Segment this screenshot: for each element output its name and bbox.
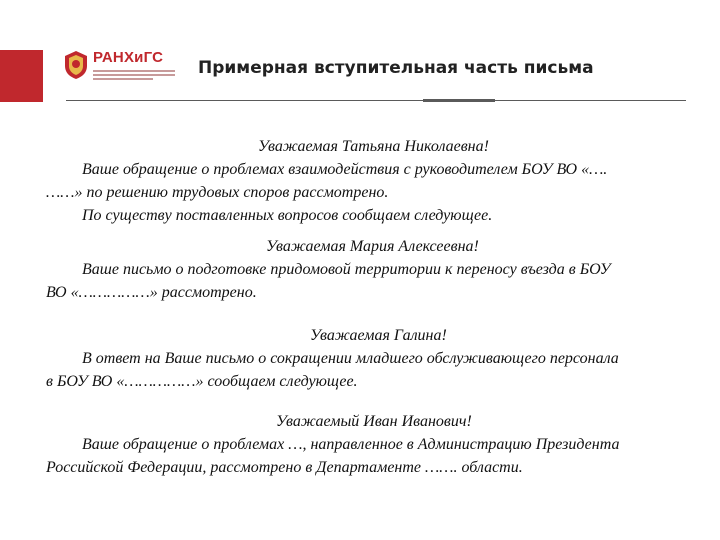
logo-subtitle-line bbox=[93, 74, 175, 76]
letter-example-4 bbox=[46, 410, 688, 479]
letter-example-2 bbox=[46, 235, 688, 304]
letter-example-3 bbox=[46, 324, 688, 393]
logo-subtitle-line bbox=[93, 78, 153, 80]
emblem-icon bbox=[63, 50, 89, 80]
logo-text: РАНХиГС bbox=[93, 49, 164, 66]
letter-line: Ваше обращение о проблемах …, направленное в Администрацию Президента bbox=[82, 436, 620, 453]
header-divider bbox=[66, 100, 686, 101]
red-accent-bar bbox=[0, 50, 43, 102]
letter-line: в БОУ ВО «……………» сообщаем следующее. bbox=[46, 373, 358, 390]
salutation: Уважаемая Галина! bbox=[310, 327, 447, 344]
salutation: Уважаемая Татьяна Николаевна! bbox=[258, 138, 489, 155]
logo-subtitle-line bbox=[93, 70, 175, 72]
page-title: Примерная вступительная часть письма bbox=[198, 58, 594, 78]
letter-line: Ваше письмо о подготовке придомовой территории к переносу въезда в БОУ bbox=[82, 261, 611, 278]
letter-line: ……» по решению трудовых споров рассмотрено. bbox=[46, 184, 389, 201]
letter-line: В ответ на Ваше письмо о сокращении младшего обслуживающего персонала bbox=[82, 350, 619, 367]
letter-line: ВО «……………» рассмотрено. bbox=[46, 284, 257, 301]
letter-line: По существу поставленных вопросов сообщаем следующее. bbox=[82, 207, 493, 224]
letter-line: Ваше обращение о проблемах взаимодействия с руководителем БОУ ВО «…. bbox=[82, 161, 608, 178]
salutation: Уважаемый Иван Иванович! bbox=[276, 413, 472, 430]
letter-line: Российской Федерации, рассмотрено в Департаменте ……. области. bbox=[46, 459, 523, 476]
ranepa-logo bbox=[63, 48, 175, 84]
salutation: Уважаемая Мария Алексеевна! bbox=[266, 238, 479, 255]
header-divider-accent bbox=[423, 99, 495, 102]
letter-example-1 bbox=[46, 135, 688, 227]
